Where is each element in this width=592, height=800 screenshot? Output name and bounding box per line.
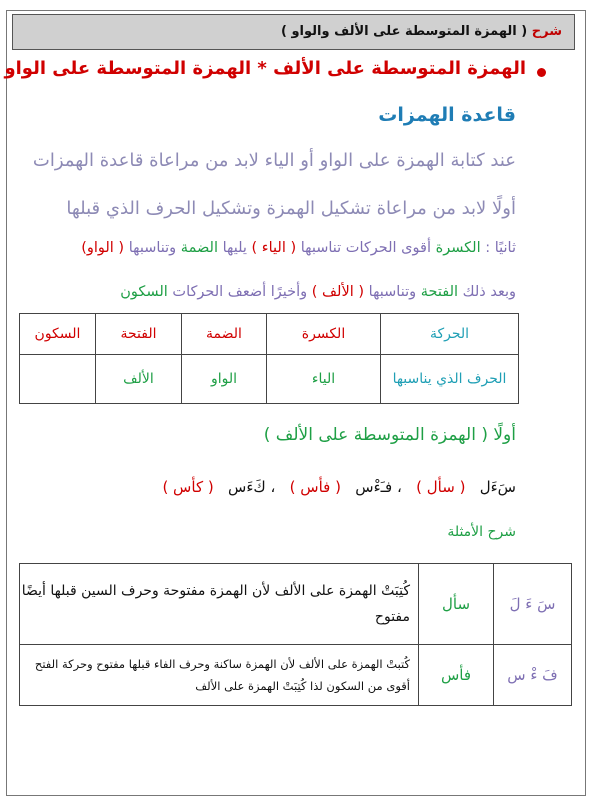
table-cell: الألف [96,355,182,404]
table-cell: السكون [20,314,96,355]
rule-third-prefix: وبعد ذلك [462,284,516,300]
example-word: ( سأل ) [416,478,466,496]
table-row [20,314,519,355]
rule-third [120,284,516,300]
example-text: ، فـَءْس [355,478,402,496]
rule-third-text2: وأخيرًا أضعف الحركات [172,284,308,300]
damma-word: الضمة [180,240,218,256]
header-title: ( الهمزة المتوسطة على الألف والواو ) [280,24,528,39]
letters-cell: فَ ءْ س [494,645,572,706]
rule-heading: قاعدة الهمزات [378,104,516,126]
rule-second-text3: وتناسبها [128,240,177,256]
table-row [20,355,519,404]
header-word-explain: شرح [531,24,562,39]
rule-second-text1: أقوى الحركات تناسبها [300,240,431,256]
rule-second [81,240,516,256]
example-word: ( فأس ) [289,478,341,496]
rule-first: أولًا لابد من مراعاة تشكيل الهمزة وتشكيل الحرف الذي قبلها [66,198,516,219]
table-row [20,645,572,706]
table-cell: الفتحة [96,314,182,355]
waw-word: ( الواو) [81,240,125,256]
table-cell: الحرف الذي يناسبها [381,355,519,404]
examples-explanation-title: شرح الأمثلة [447,524,516,540]
alif-word: ( الألف ) [311,284,365,300]
example-text: سَءَل [479,478,516,496]
bullet-icon [537,68,546,77]
table-cell: الكسرة [267,314,381,355]
example-text: ، كَءَس [228,478,276,496]
explanation-cell: كُتِبَتْ الهمزة على الألف لأن الهمزة مفتوحة وحرف السين قبلها أيضًا مفتوح [20,564,419,645]
examples-table [19,563,572,706]
letters-cell: سَ ءَ لَ [494,564,572,645]
rule-intro: عند كتابة الهمزة على الواو أو الياء لابد من مراعاة قاعدة الهمزات [32,150,516,171]
explanation-cell: كُتبتْ الهمزة على الألف لأن الهمزة ساكنة وحرف الفاء قبلها مفتوح وحركة الفتح أقوى من السكون لذا كُتِبَتْ الهمزة على الألف [20,645,419,706]
table-cell: الضمة [182,314,267,355]
example-word: ( كأس ) [162,478,214,496]
ya-word: ( الياء ) [251,240,297,256]
table-cell [20,355,96,404]
section-alif-title: أولًا ( الهمزة المتوسطة على الألف ) [263,425,516,445]
table-cell: الحركة [381,314,519,355]
rule-third-text1: وتناسبها [368,284,417,300]
rule-second-text2: يليها [222,240,247,256]
fatha-word: الفتحة [420,284,459,300]
examples-line [162,478,516,496]
word-cell: سأل [419,564,494,645]
harakat-table [19,313,519,404]
table-cell: الياء [267,355,381,404]
kasra-word: الكسرة [435,240,481,256]
table-row [20,564,572,645]
rule-second-prefix: ثانيًا : [485,240,516,256]
sukun-word: السكون [120,284,168,300]
table-cell: الواو [182,355,267,404]
topics-line: الهمزة المتوسطة على الألف * الهمزة المتوسطة على الواو [4,58,526,79]
word-cell: فأس [419,645,494,706]
lesson-header [12,14,575,50]
